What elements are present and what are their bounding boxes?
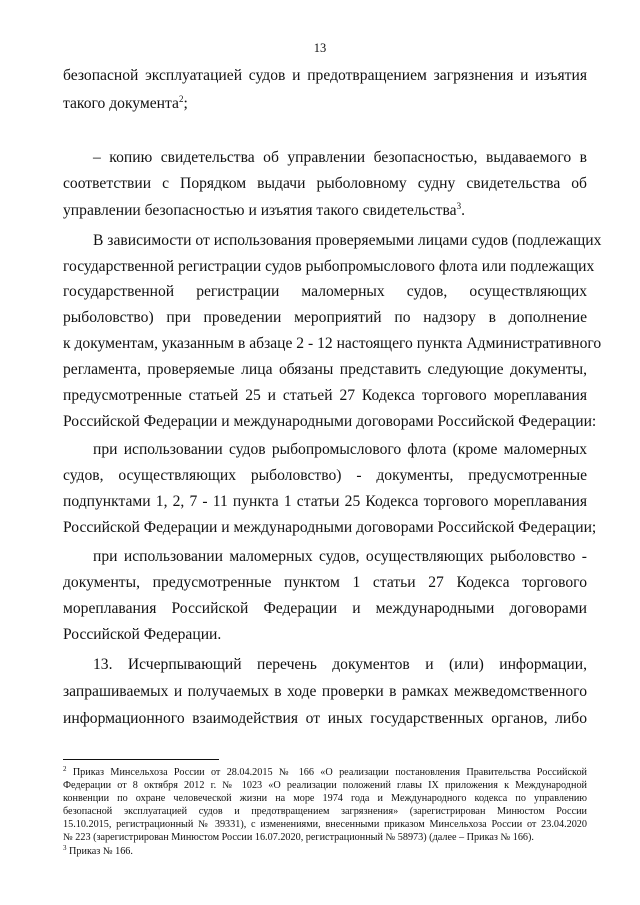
body-line: такого документа$^2$; [63,94,188,112]
footnote-line: № 223 (зарегистрирован Минюстом России 16.07.2020, регистрационный № 58973) (далее – Приказ № 166). [63,832,534,843]
body-line: Российской Федерации и международными договорами Российской Федерации; [63,519,597,536]
body-line: Российской Федерации. [63,626,222,643]
footnote-line: 15.10.2015, регистрационный № 39331), с изменениями, внесенными приказом Минсельхоза России от 23.04.2020 [63,819,587,830]
footnote-divider [63,759,219,760]
body-line: при использовании судов рыбопромыслового флота (кроме маломерных [93,441,587,458]
body-line: предусмотренные статьей 25 и статьей 27 Кодекса торгового мореплавания [63,387,587,404]
page-number: 13 [313,41,327,55]
body-line: информационного взаимодействия от иных государственных органов, либо [63,710,587,727]
footnote-line: $^2$ Приказ Минсельхоза России от 28.04.2015 № 166 «О реализации постановления Правительства Российской [63,765,587,778]
body-line: В зависимости от использования проверяемыми лицами судов (подлежащих [93,232,602,249]
footnote-line: Федерации от 8 октября 2012 г. № 1023 «О реализации положений главы IX приложения к Международной [63,780,587,791]
body-line: – копию свидетельства об управлении безопасностью, выдаваемого в [93,149,587,166]
body-line: документы, предусмотренные пунктом 1 статьи 27 Кодекса торгового [63,574,587,591]
footnote-line: $^3$ Приказ № 166. [63,844,133,857]
footnote-line: конвенции по охране человеческой жизни на море 1974 года и Международного кодекса по управлению [63,793,587,804]
body-line: управлении безопасностью и изъятия такого свидетельства$^3$. [63,201,465,219]
footnote-marker: 3 [63,844,67,852]
body-line: 13. Исчерпывающий перечень документов и (или) информации, [93,656,587,673]
footnote-ref: 3 [456,201,462,211]
body-line: к документам, указанным в абзаце 2 - 12 настоящего пункта Административного [63,335,602,352]
footnote-ref: 2 [178,94,184,104]
body-line: судов, осуществляющих рыболовство) - документы, предусмотренные [63,467,587,484]
body-line: государственной регистрации судов рыбопромыслового флота или подлежащих [63,258,595,275]
body-line: государственной регистрации маломерных судов, осуществляющих [63,283,587,300]
body-line: регламента, проверяемые лица обязаны представить следующие документы, [63,361,587,378]
body-line: Российской Федерации и международными договорами Российской Федерации: [63,413,597,430]
footnote-line: безопасной эксплуатацией судов и предотвращением загрязнения» (зарегистрирован Минюстом России [63,806,587,817]
body-line: при использовании маломерных судов, осуществляющих рыболовство - [93,548,587,565]
footnote-marker: 2 [63,765,67,773]
body-line: безопасной эксплуатацией судов и предотвращением загрязнения и изъятия [63,67,587,84]
body-line: соответствии с Порядком выдачи рыболовному судну свидетельства об [63,175,587,192]
body-line: рыболовство) при проведении мероприятий по надзору в дополнение [63,309,587,326]
body-line: подпунктами 1, 2, 7 - 11 пункта 1 статьи 25 Кодекса торгового мореплавания [63,493,587,510]
body-line: запрашиваемых и получаемых в ходе проверки в рамках межведомственного [63,683,587,700]
body-line: мореплавания Российской Федерации и международными договорами [63,600,587,617]
